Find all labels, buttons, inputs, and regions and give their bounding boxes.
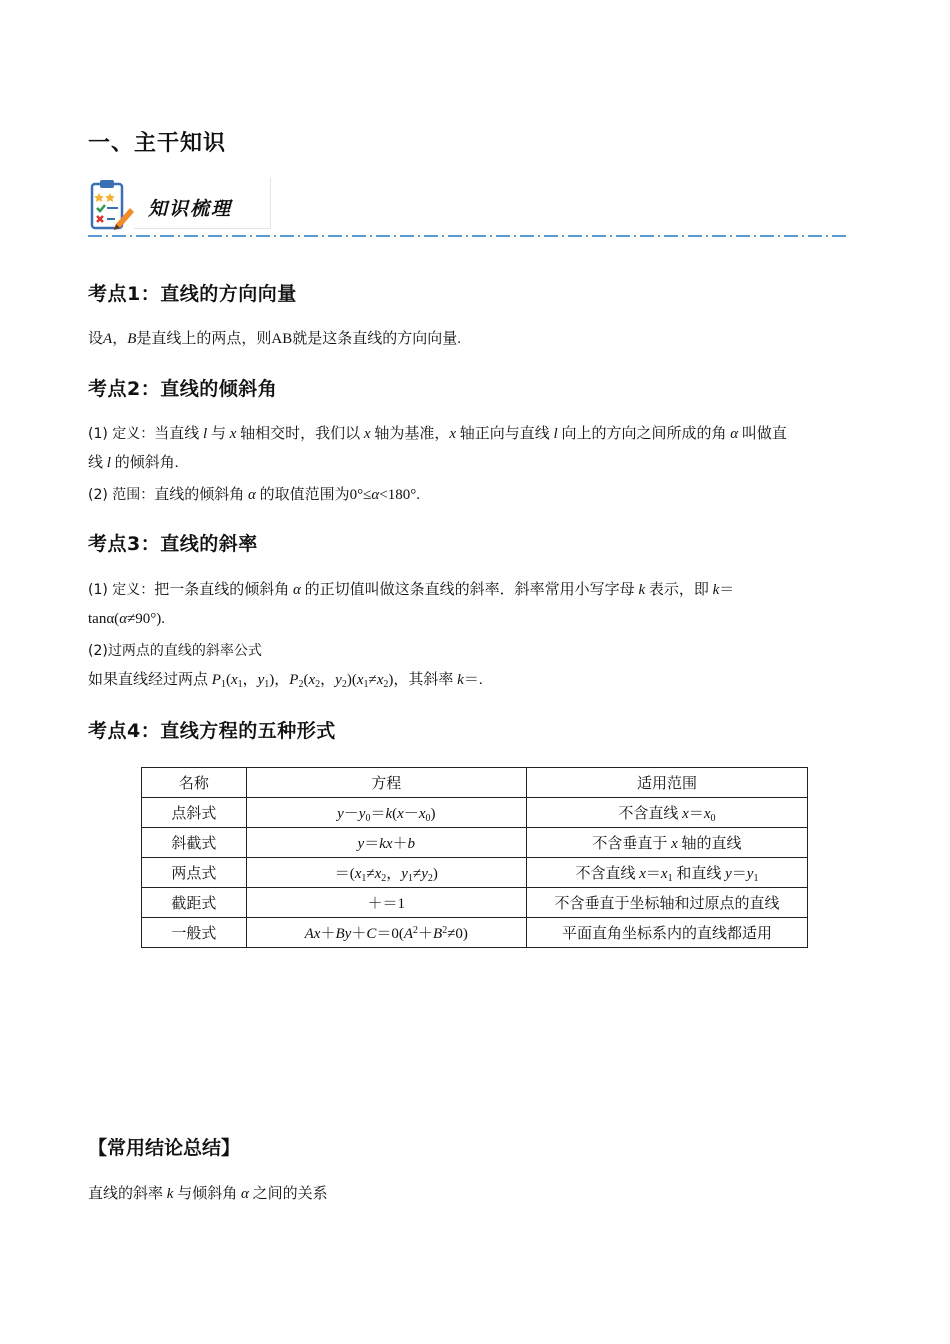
point4-title: 考点4：直线方程的五种形式 (88, 720, 336, 742)
knowledge-banner (88, 176, 272, 234)
clipboard-checklist-icon (88, 178, 134, 234)
point3-definition: (1) 定义：把一条直线的倾斜角 α 的正切值叫做这条直线的斜率．斜率常用小写字母 k 表示，即 k＝ tanα(α≠90°). (88, 582, 735, 627)
table-cell-name: 截距式 (142, 888, 247, 918)
line-equation-forms-table (141, 767, 808, 948)
point2-range: (2) 范围：直线的倾斜角 α 的取值范围为0°≤α<180°. (88, 487, 420, 503)
point3-title: 考点3：直线的斜率 (88, 533, 258, 555)
table-cell-equation: $Ax+By+C=0(A^2+B^2\ne 0)$ (246, 918, 526, 948)
table-cell-scope: 不含直线 $x=x_0$ (526, 798, 807, 828)
table-cell-name: 点斜式 (142, 798, 247, 828)
table-cell-name: 斜截式 (142, 828, 247, 858)
table-cell-scope: 不含垂直于坐标轴和过原点的直线 (526, 888, 807, 918)
table-cell-equation: y＝kx＋b (246, 828, 526, 858)
table-cell-name: 两点式 (142, 858, 247, 888)
table-row (142, 888, 808, 918)
table-header-row (142, 768, 808, 798)
table-row (142, 828, 808, 858)
table-cell-name: 一般式 (142, 918, 247, 948)
table-header: 方程 (246, 768, 526, 798)
table-cell-scope: 平面直角坐标系内的直线都适用 (526, 918, 807, 948)
table-row (142, 858, 808, 888)
point3-formula: (2)过两点的直线的斜率公式 如果直线经过两点 $P_1(x_1$，$y_1$)，$P_2(x_2$，$y_2)(x_1\ne x_2)$，其斜率 k＝. (88, 643, 483, 690)
point2-definition: (1) 定义：当直线 l 与 x 轴相交时，我们以 x 轴为基准，x 轴正向与直线 l 向上的方向之间所成的角 α 叫做直 线 l 的倾斜角. (88, 426, 787, 471)
table-row (142, 918, 808, 948)
table-cell-scope: 不含垂直于 x 轴的直线 (526, 828, 807, 858)
banner-title: 知识梳理 (148, 198, 233, 220)
table-cell-equation: $y-y_0=k(x-x_0)$ (246, 798, 526, 828)
table-header: 名称 (142, 768, 247, 798)
table-header: 适用范围 (526, 768, 807, 798)
summary-text: 直线的斜率 k 与倾斜角 α 之间的关系 (88, 1186, 328, 1202)
table-cell-scope: 不含直线 $x=x_1$ 和直线 $y=y_1$ (526, 858, 807, 888)
table-cell-equation: ＋＝1 (246, 888, 526, 918)
table-row (142, 798, 808, 828)
table-cell-equation: $=(x_1\ne x_2$，$y_1\ne y_2$) (246, 858, 526, 888)
point1-text: 设A，B是直线上的两点，则AB就是这条直线的方向向量. (88, 331, 461, 347)
summary-title: 【常用结论总结】 (88, 1137, 241, 1159)
point1-title: 考点1：直线的方向向量 (88, 283, 297, 305)
dashed-divider (88, 234, 850, 238)
section-title: 一、主干知识 (88, 131, 227, 156)
point2-title: 考点2：直线的倾斜角 (88, 378, 278, 400)
